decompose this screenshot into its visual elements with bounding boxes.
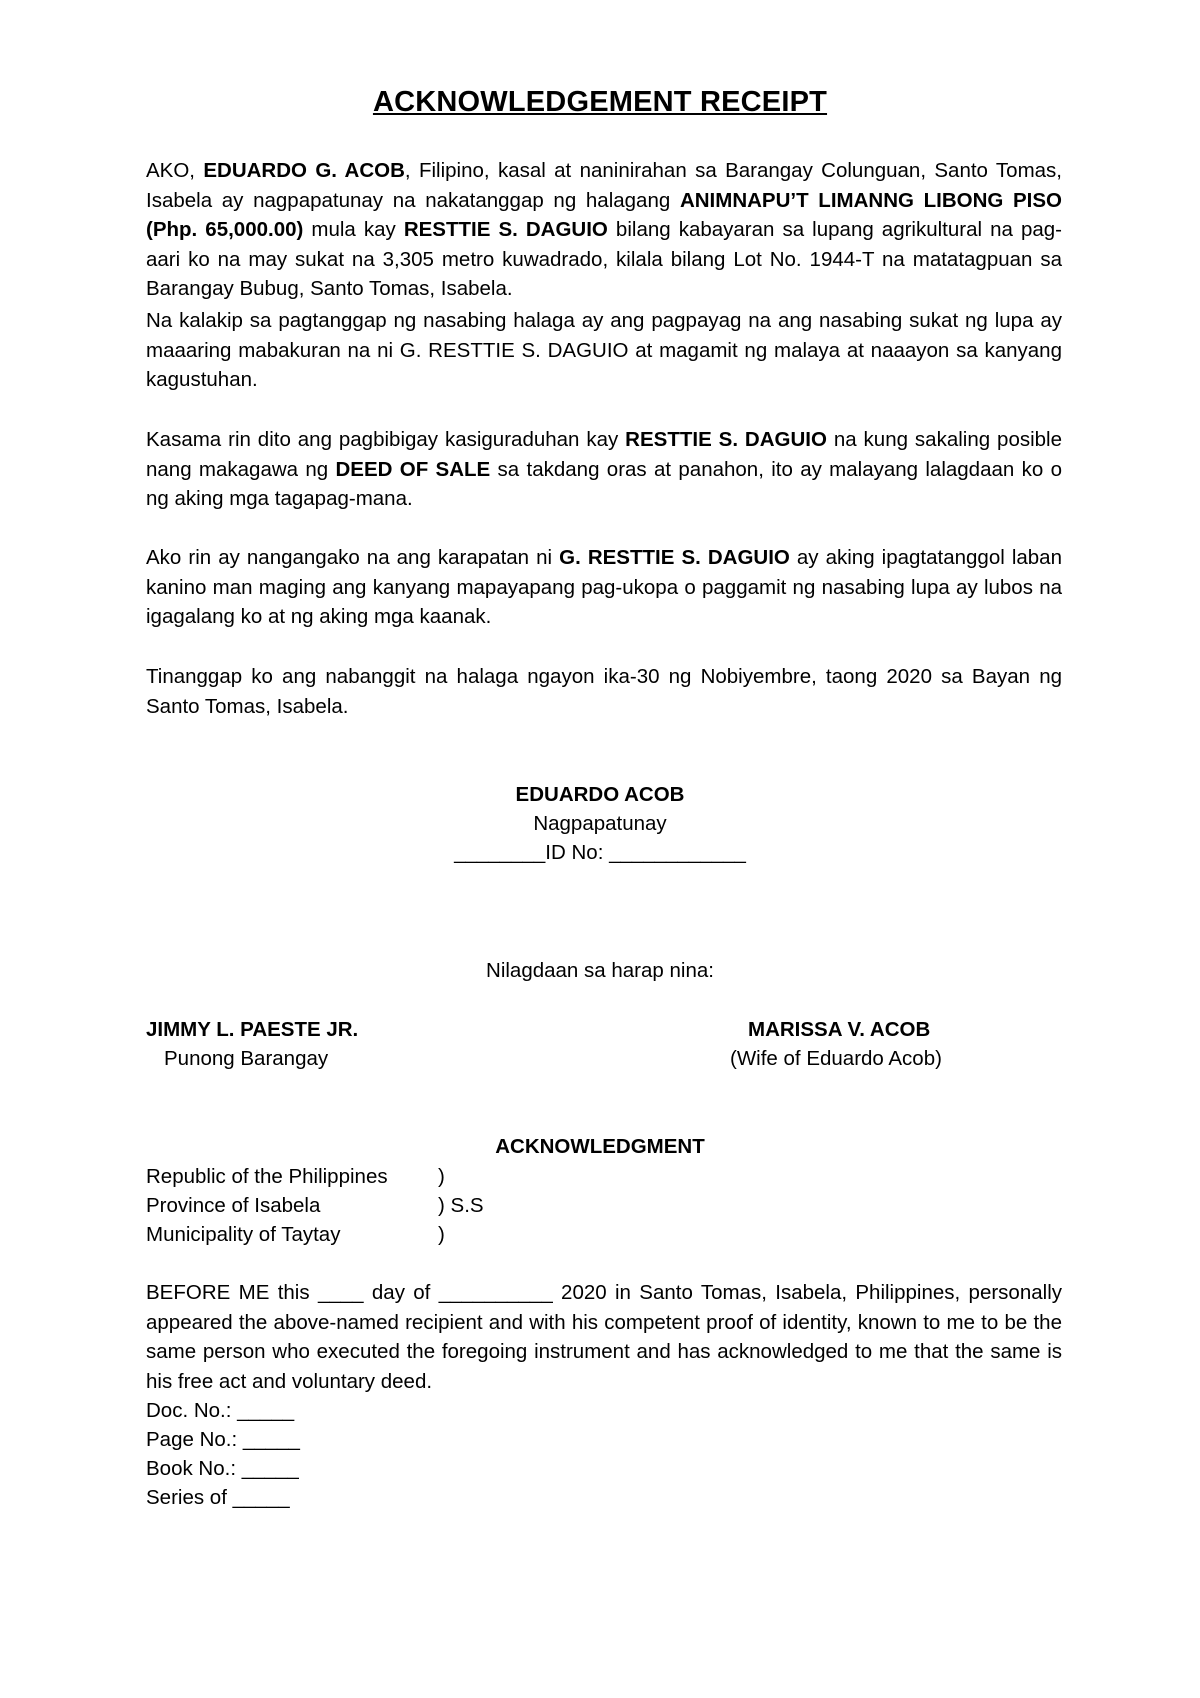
text-run: mula kay [303, 218, 404, 241]
signer-role: Nagpapatunay [533, 812, 667, 835]
notarial-page-no: Page No.: _____ [146, 1428, 300, 1451]
witness-left-name: JIMMY L. PAESTE JR. [146, 1018, 359, 1041]
bold-run: DEED OF SALE [335, 457, 491, 481]
text-run: Na kalakip sa pagtanggap ng nasabing halaga ay ang pagpayag na ang nasabing sukat ng lupa ay maaaring mabakuran na ni G. RESTTIE S. DAGUIO at magamit ng malaya at naaayon sa kanyang kagustuhan. [146, 309, 1062, 391]
paragraph-received-date [146, 662, 1062, 721]
paragraph-consent [146, 306, 1062, 395]
text-run: ay aking ipagtatanggol laban kanino man maging ang kanyang mapayapang pag-ukopa o paggamit ng nasabing lupa ay lubos na igagalang ko at ng aking mga kaanak. [146, 546, 1062, 628]
signer-name: EDUARDO ACOB [515, 783, 685, 806]
venue-country-label: Republic of the Philippines [146, 1165, 388, 1188]
venue-municipality-label: Municipality of Taytay [146, 1223, 341, 1246]
bold-run: RESTTIE S. DAGUIO [625, 428, 827, 451]
notarial-doc-no: Doc. No.: _____ [146, 1399, 295, 1422]
paragraph-notary-jurat [146, 1278, 1062, 1396]
witness-left-role: Punong Barangay [164, 1047, 329, 1070]
text-run: BEFORE ME this ____ day of __________ 2020 in Santo Tomas, Isabela, Philippines, personally appeared the above-named recipient and with his competent proof of identity, known to me to be the same person who executed the foregoing instrument and has acknowledged to me that the same is his free act and voluntary deed. [146, 1281, 1062, 1393]
acknowledgment-heading: ACKNOWLEDGMENT [495, 1135, 705, 1158]
bold-run: G. RESTTIE S. DAGUIO [559, 546, 790, 569]
signer-id-line: ________ID No: ____________ [454, 841, 746, 864]
text-run: Tinanggap ko ang nabanggit na halaga ngayon ika-30 ng Nobiyembre, taong 2020 sa Bayan ng Santo Tomas, Isabela. [146, 665, 1062, 718]
venue-municipality-mark: ) [438, 1223, 445, 1246]
paragraph-defense [146, 543, 1062, 632]
paragraph-deed-of-sale [146, 425, 1062, 514]
witness-right-role: (Wife of Eduardo Acob) [730, 1047, 942, 1070]
document-title: ACKNOWLEDGEMENT RECEIPT [372, 86, 828, 118]
text-run: Kasama rin dito ang pagbibigay kasiguraduhan kay [146, 428, 626, 451]
notarial-book-no: Book No.: _____ [146, 1457, 299, 1480]
text-run: na kung sakaling posible nang makagawa ng [146, 428, 1063, 481]
text-run: AKO, [146, 159, 204, 182]
bold-run: RESTTIE S. DAGUIO [403, 218, 608, 241]
notarial-series: Series of _____ [146, 1486, 290, 1509]
venue-province-label: Province of Isabela [146, 1194, 321, 1217]
text-run: bilang kabayaran sa lupang agrikultural na pag-aari ko na may sukat na 3,305 metro kuwadrado, kilala bilang Lot No. 1944-T na matatagpuan sa Barangay Bubug, Santo Tomas, Isabela. [146, 218, 1063, 300]
venue-country-mark: ) [438, 1165, 445, 1188]
bold-run: ANIMNAPU’T LIMANNG LIBONG PISO (Php. 65,000.00) [146, 188, 1062, 241]
bold-run: EDUARDO G. ACOB [203, 159, 405, 182]
text-run: , Filipino, kasal at naninirahan sa Barangay Colunguan, Santo Tomas, Isabela ay nagpapatunay na nakatanggap ng halagang [146, 159, 1062, 212]
venue-province-mark: ) S.S [438, 1194, 484, 1217]
witness-heading: Nilagdaan sa harap nina: [486, 959, 714, 982]
text-run: Ako rin ay nangangako na ang karapatan ni [146, 546, 560, 569]
text-run: sa takdang oras at panahon, ito ay malayang lalagdaan ko o ng aking mga tagapag-mana. [146, 457, 1062, 510]
witness-right-name: MARISSA V. ACOB [748, 1018, 931, 1041]
paragraph-receipt [146, 156, 1062, 304]
